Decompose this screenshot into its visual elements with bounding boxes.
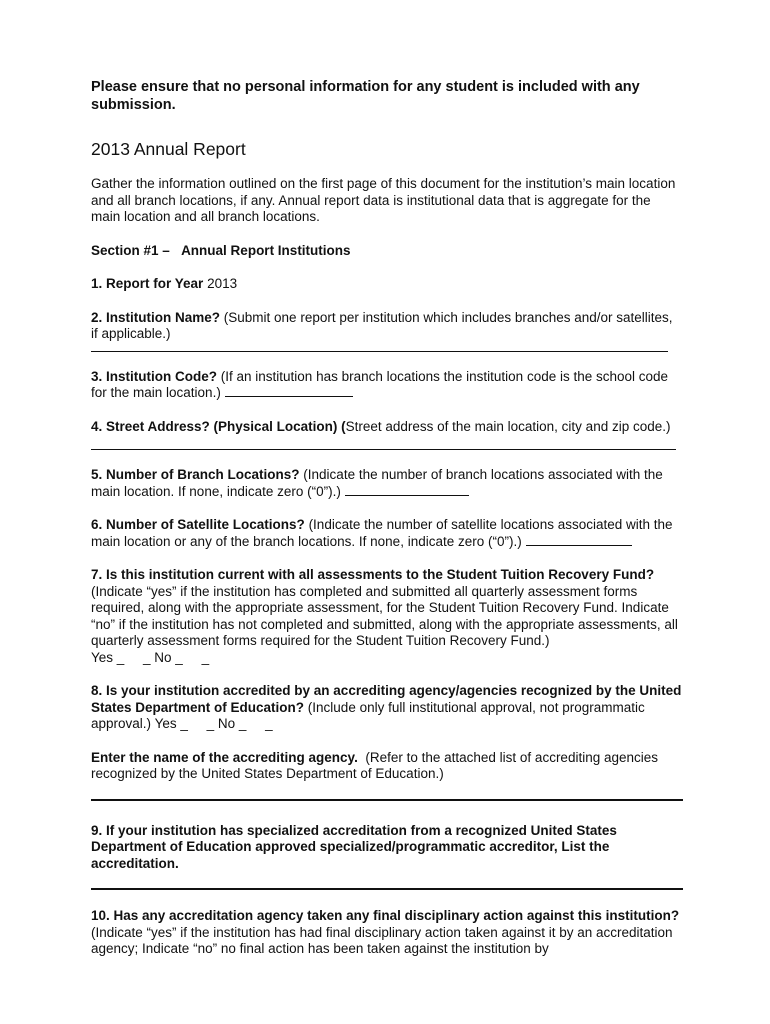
question-2-label: 2. Institution Name? — [91, 309, 221, 325]
question-6-text: (Indicate the number of satellite locations associated with the main location or any of the branch locations. If none, indicate zero (“0”).) — [91, 517, 673, 549]
question-6-label: 6. Number of Satellite Locations? — [91, 517, 305, 532]
question-1-label: 1. Report for Year — [91, 276, 204, 291]
question-5-label: 5. Number of Branch Locations? — [91, 467, 300, 482]
question-2 — [91, 310, 682, 352]
question-8-yes-no[interactable]: Yes _ _ No _ _ — [154, 716, 273, 731]
question-9-label: 9. If your institution has specialized accreditation from a recognized United States Department of Education approved specialized/programmatic accreditor, List the accreditation. — [91, 822, 617, 871]
question-10 — [91, 908, 682, 958]
question-3 — [91, 369, 682, 402]
street-address-field[interactable] — [91, 449, 676, 450]
institution-name-field[interactable] — [91, 351, 668, 352]
question-7-label: 7. Is this institution current with all assessments to the Student Tuition Recovery Fund? — [91, 567, 655, 582]
accrediting-agency — [91, 750, 682, 801]
question-9 — [91, 823, 682, 891]
question-4-label: 4. Street Address? (Physical Location) ( — [91, 418, 346, 434]
question-5 — [91, 467, 682, 500]
question-7-text: (Indicate “yes” if the institution has completed and submitted all quarterly assessment forms required, along with the appropriate assessment, for the Student Tuition Recovery Fund. Indicate “no” if the institution has not completed and submitted, along with the appropriate assessments, all quarterly assessment forms required for the Student Tuition Recovery Fund.) — [91, 583, 678, 648]
branch-locations-field[interactable] — [345, 484, 469, 496]
accrediting-agency-label: Enter the name of the accrediting agency. — [91, 749, 358, 765]
question-7-yes-no[interactable]: Yes _ _ No _ _ — [91, 649, 210, 665]
question-10-text: (Indicate “yes” if the institution has had final disciplinary action taken against it by an accreditation agency; Indicate “no” no final action has been taken against the institution by — [91, 924, 673, 956]
question-4 — [91, 419, 682, 451]
question-5-text: (Indicate the number of branch locations associated with the main location. If none, indicate zero (“0”).) — [91, 467, 663, 499]
institution-code-field[interactable] — [225, 385, 353, 397]
section-number: Section #1 – — [91, 242, 170, 258]
question-1 — [91, 276, 682, 293]
privacy-warning: Please ensure that no personal information for any student is included with any submission. — [91, 79, 640, 113]
question-8-label: 8. Is your institution accredited by an accrediting agency/agencies recognized by the United States Department of Education? — [91, 683, 682, 715]
question-7 — [91, 567, 682, 666]
question-3-label: 3. Institution Code? — [91, 368, 217, 384]
satellite-locations-field[interactable] — [526, 534, 632, 546]
question-4-text: Street address of the main location, city and zip code.) — [345, 418, 671, 434]
intro-paragraph: Gather the information outlined on the first page of this document for the institution’s main location and all branch locations, if any. Annual report data is institutional data that is aggregate for the main location and all branch locations. — [91, 176, 676, 224]
question-2-text: (Submit one report per institution which includes branches and/or satellites, if applicable.) — [91, 309, 673, 341]
question-6 — [91, 517, 682, 550]
section-name: Annual Report Institutions — [181, 242, 351, 258]
section-heading — [91, 243, 682, 260]
question-10-label: 10. Has any accreditation agency taken any final disciplinary action against this institution? — [91, 908, 680, 923]
report-year-value[interactable]: 2013 — [207, 276, 238, 291]
accrediting-agency-text: (Refer to the attached list of accrediting agencies recognized by the United States Department of Education.) — [91, 749, 659, 781]
question-3-text: (If an institution has branch locations the institution code is the school code for the main location.) — [91, 368, 669, 400]
report-title: 2013 Annual Report — [91, 139, 246, 159]
question-8-text: (Include only full institutional approval, not programmatic approval.) — [91, 699, 645, 731]
question-8 — [91, 683, 682, 733]
